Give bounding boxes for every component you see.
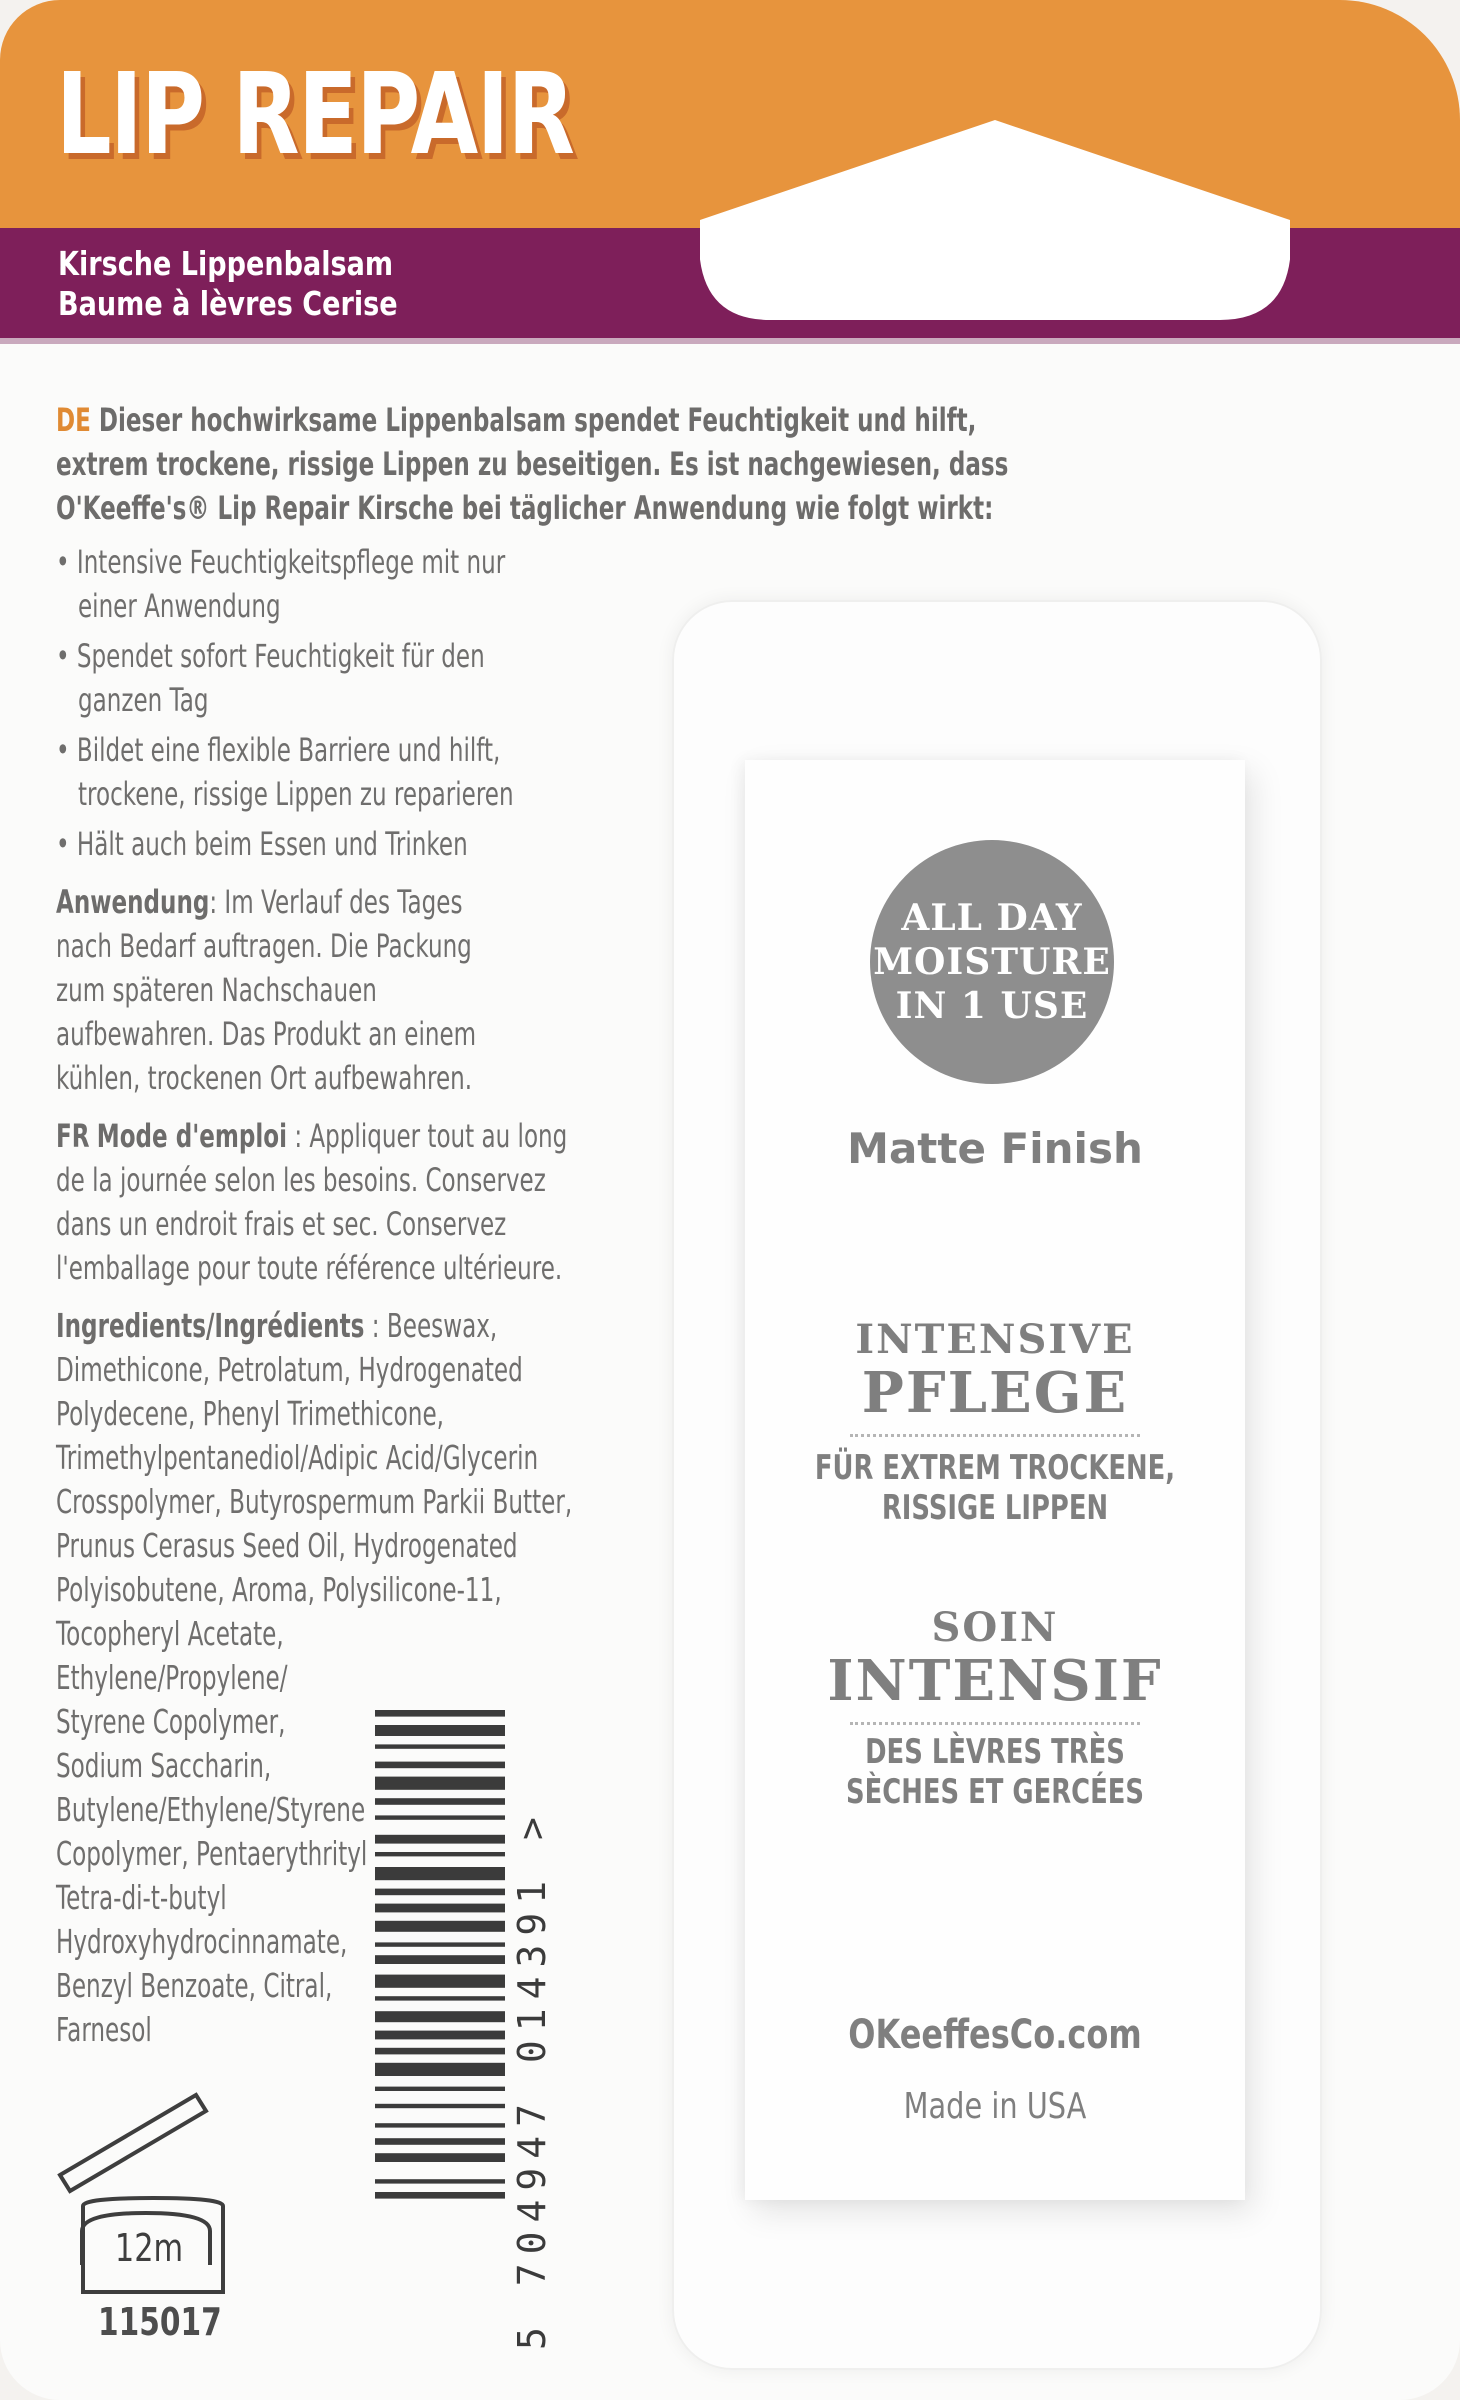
claim-de-big: PFLEGE xyxy=(861,1360,1129,1426)
ingredients-label: Ingredients/Ingrédients xyxy=(56,1306,365,1345)
ingredients-line: Butylene/Ethylene/Styrene xyxy=(56,1790,366,1829)
ingredients-line: Copolymer, Pentaerythrityl xyxy=(56,1834,368,1873)
origin-text: Made in USA xyxy=(903,2086,1087,2127)
ingredients-line: Polydecene, Phenyl Trimethicone, xyxy=(56,1394,444,1433)
badge-line-3: IN 1 USE xyxy=(895,985,1089,1027)
ingredients-line: Benzyl Benzoate, Citral, xyxy=(56,1966,333,2005)
barcode-number: 5 704947 014391 > xyxy=(510,1808,554,2350)
moisture-badge xyxy=(870,840,1114,1084)
bullet-4-line-1: • Hält auch beim Essen und Trinken xyxy=(56,825,468,863)
usage-fr-label: Mode d'emploi xyxy=(96,1117,287,1155)
claim-de-small: INTENSIVE xyxy=(855,1316,1135,1363)
usage-fr-line-1: FR Mode d'emploi : Appliquer tout au long xyxy=(56,1117,568,1155)
bullet-1-line-2: einer Anwendung xyxy=(78,587,281,625)
bullet-2-line-1: • Spendet sofort Feuchtigkeit für den xyxy=(56,637,485,675)
product-code: 115017 xyxy=(98,2300,222,2344)
website-text: OKeeffesCo.com xyxy=(848,2012,1142,2058)
ingredients-line: Styrene Copolymer, xyxy=(56,1702,286,1741)
hang-hole-icon xyxy=(700,120,1290,325)
subtitle-german: Kirsche Lippenbalsam xyxy=(58,244,394,283)
subtitle-french: Baume à lèvres Cerise xyxy=(58,284,398,323)
intro-line-1: DE Dieser hochwirksame Lippenbalsam spendet Feuchtigkeit und hilft, xyxy=(56,401,977,439)
bullet-3-line-1: • Bildet eine flexible Barriere und hilft, xyxy=(56,731,501,769)
ingredients-line: Tocopheryl Acetate, xyxy=(56,1614,284,1653)
bullet-1-line-1: • Intensive Feuchtigkeitspflege mit nur xyxy=(56,543,506,581)
claim-de-sub: FÜR EXTREM TROCKENE, RISSIGE LIPPEN xyxy=(814,1448,1176,1528)
badge-line-1: ALL DAY xyxy=(901,897,1083,939)
ingredients-line: Crosspolymer, Butyrospermum Parkii Butter, xyxy=(56,1482,573,1521)
claim-fr-divider xyxy=(850,1722,1140,1725)
ingredients-line: Hydroxyhydrocinnamate, xyxy=(56,1922,348,1961)
language-tag-de: DE xyxy=(56,401,91,439)
ingredients-line: Farnesol xyxy=(56,2010,152,2049)
bullet-3-line-2: trockene, rissige Lippen zu reparieren xyxy=(78,775,514,813)
usage-fr-line-4: l'emballage pour toute référence ultérieure. xyxy=(56,1249,563,1287)
usage-de-line-3: zum späteren Nachschauen xyxy=(56,971,377,1009)
period-after-opening: 12m xyxy=(114,2226,184,2270)
ingredients-line: Tetra-di-t-butyl xyxy=(56,1878,227,1917)
usage-de-line-2: nach Bedarf auftragen. Die Packung xyxy=(56,927,472,965)
claim-de-divider xyxy=(850,1434,1140,1437)
usage-de-line-1: Anwendung: Im Verlauf des Tages xyxy=(56,883,463,921)
bullet-2-line-2: ganzen Tag xyxy=(78,681,209,719)
usage-fr-line-2: de la journée selon les besoins. Conservez xyxy=(56,1161,546,1199)
usage-de-line-4: aufbewahren. Das Produkt an einem xyxy=(56,1015,477,1053)
ingredients-line: Dimethicone, Petrolatum, Hydrogenated xyxy=(56,1350,523,1389)
claim-fr-small: SOIN xyxy=(931,1604,1059,1651)
ingredients-line: Sodium Saccharin, xyxy=(56,1746,272,1785)
intro-line-3: O'Keeffe's® Lip Repair Kirsche bei täglicher Anwendung wie folgt wirkt: xyxy=(56,489,994,527)
ingredients-line: Trimethylpentanediol/Adipic Acid/Glycerin xyxy=(56,1438,539,1477)
claim-fr-big: INTENSIF xyxy=(827,1648,1163,1714)
product-title: LIP REPAIR xyxy=(56,50,574,180)
header-divider xyxy=(0,338,1460,344)
usage-de-label: Anwendung xyxy=(56,883,210,921)
ingredients-line: Prunus Cerasus Seed Oil, Hydrogenated xyxy=(56,1526,518,1565)
ingredients-line: Polyisobutene, Aroma, Polysilicone-11, xyxy=(56,1570,502,1609)
barcode xyxy=(375,1710,505,2290)
ingredients-line-1: Ingredients/Ingrédients : Beeswax, xyxy=(56,1306,498,1345)
language-tag-fr: FR xyxy=(56,1117,90,1155)
badge-line-2: MOISTURE xyxy=(873,941,1111,983)
intro-line-2: extrem trockene, rissige Lippen zu beseitigen. Es ist nachgewiesen, dass xyxy=(56,445,1009,483)
usage-fr-line-3: dans un endroit frais et sec. Conservez xyxy=(56,1205,507,1243)
claim-fr-sub: DES LÈVRES TRÈS SÈCHES ET GERCÉES xyxy=(845,1732,1145,1812)
usage-de-line-5: kühlen, trockenen Ort aufbewahren. xyxy=(56,1059,473,1097)
finish-label: Matte Finish xyxy=(847,1124,1143,1173)
ingredients-line: Ethylene/Propylene/ xyxy=(56,1658,288,1697)
